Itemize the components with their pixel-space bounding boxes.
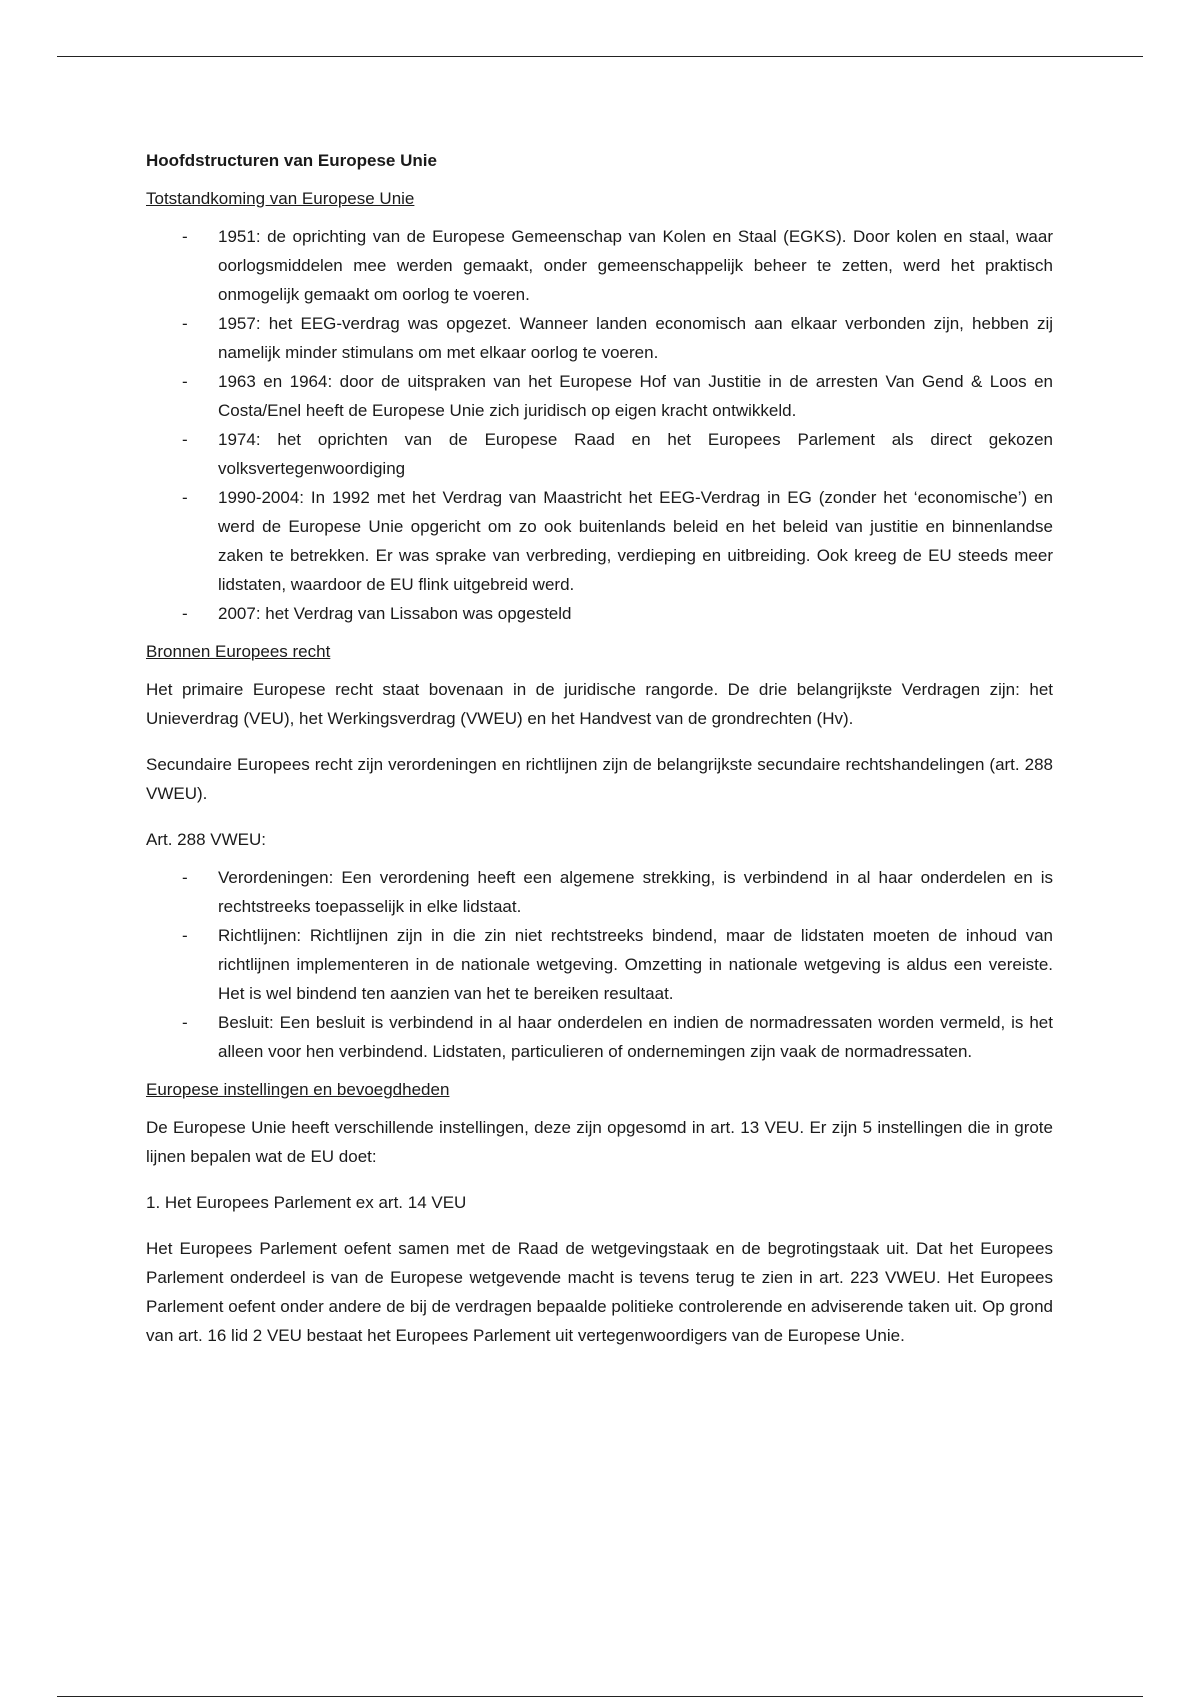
section-heading-instellingen: Europese instellingen en bevoegdheden [146, 1080, 450, 1099]
paragraph: Het Europees Parlement oefent samen met de Raad de wetgevingstaak en de begrotingstaak uit. Dat het Europees Parlement onderdeel is van de Europese wetgevende macht is tevens terug te zien in art. 223 VWEU. Het Europees Parlement oefent onder andere de bij de verdragen bepaalde politieke controlerende en adviserende taken uit. Op grond van art. 16 lid 2 VEU bestaat het Europees Parlement uit vertegenwoordigers van de Europese Unie. [146, 1239, 1053, 1345]
bullet-dash: - [182, 488, 188, 507]
list-item: - Verordeningen: Een verordening heeft een algemene strekking, is verbindend in al haar onderdelen en is rechtstreeks toepasselijk in elke lidstaat. [146, 863, 1053, 921]
totstandkoming-list [146, 222, 1053, 628]
document-body [146, 146, 1053, 1367]
list-item: - Besluit: Een besluit is verbindend in al haar onderdelen en indien de normadressaten worden vermeld, is het alleen voor hen verbindend. Lidstaten, particulieren of ondernemingen zijn vaak de normadressaten. [146, 1008, 1053, 1066]
list-item: - Richtlijnen: Richtlijnen zijn in die zin niet rechtstreeks bindend, maar de lidstaten moeten de inhoud van richtlijnen implementeren in de nationale wetgeving. Omzetting in nationale wetgeving is aldus een vereiste. Het is wel bindend ten aanzien van het te bereiken resultaat. [146, 921, 1053, 1008]
list-item: - 1974: het oprichten van de Europese Raad en het Europees Parlement als direct gekozen volksvertegenwoordiging [146, 425, 1053, 483]
bullet-dash: - [182, 1013, 188, 1032]
bullet-dash: - [182, 372, 188, 391]
bullet-dash: - [182, 314, 188, 333]
list-item: - 1957: het EEG-verdrag was opgezet. Wanneer landen economisch aan elkaar verbonden zijn, hebben zij namelijk minder stimulans om met elkaar oorlog te voeren. [146, 309, 1053, 367]
bullet-dash: - [182, 430, 188, 449]
section-heading-bronnen: Bronnen Europees recht [146, 642, 331, 661]
list-item: - 1963 en 1964: door de uitspraken van het Europese Hof van Justitie in de arresten Van Gend & Loos en Costa/Enel heeft de Europese Unie zich juridisch op eigen kracht ontwikkeld. [146, 367, 1053, 425]
bullet-dash: - [182, 227, 188, 246]
paragraph: De Europese Unie heeft verschillende instellingen, deze zijn opgesomd in art. 13 VEU. Er zijn 5 instellingen die in grote lijnen bepalen wat de EU doet: [146, 1118, 1053, 1166]
section-heading-totstandkoming: Totstandkoming van Europese Unie [146, 189, 415, 208]
document-title: Hoofdstructuren van Europese Unie [146, 151, 437, 170]
top-rule [57, 56, 1143, 57]
art-288-list [146, 863, 1053, 1066]
bullet-dash: - [182, 604, 188, 623]
list-item: - 1990-2004: In 1992 met het Verdrag van Maastricht het EEG-Verdrag in EG (zonder het ‘economische’) en werd de Europese Unie opgericht om zo ook buitenlands beleid en het beleid van justitie en binnenlandse zaken te betrekken. Er was sprake van verbreding, verdieping en uitbreiding. Ook kreeg de EU steeds meer lidstaten, waardoor de EU flink uitgebreid werd. [146, 483, 1053, 599]
article-label: Art. 288 VWEU: [146, 830, 266, 849]
list-item: - 2007: het Verdrag van Lissabon was opgesteld [146, 599, 1053, 628]
bullet-dash: - [182, 926, 188, 945]
bullet-dash: - [182, 868, 188, 887]
subheading: 1. Het Europees Parlement ex art. 14 VEU [146, 1193, 467, 1212]
list-item: - 1951: de oprichting van de Europese Gemeenschap van Kolen en Staal (EGKS). Door kolen en staal, waar oorlogsmiddelen mee werden gemaakt, onder gemeenschappelijk beheer te zetten, werd het praktisch onmogelijk gemaakt om oorlog te voeren. [146, 222, 1053, 309]
bottom-rule [57, 1696, 1143, 1697]
paragraph: Secundaire Europees recht zijn verordeningen en richtlijnen zijn de belangrijkste secundaire rechtshandelingen (art. 288 VWEU). [146, 755, 1053, 803]
paragraph: Het primaire Europese recht staat bovenaan in de juridische rangorde. De drie belangrijkste Verdragen zijn: het Unieverdrag (VEU), het Werkingsverdrag (VWEU) en het Handvest van de grondrechten (Hv). [146, 680, 1053, 728]
